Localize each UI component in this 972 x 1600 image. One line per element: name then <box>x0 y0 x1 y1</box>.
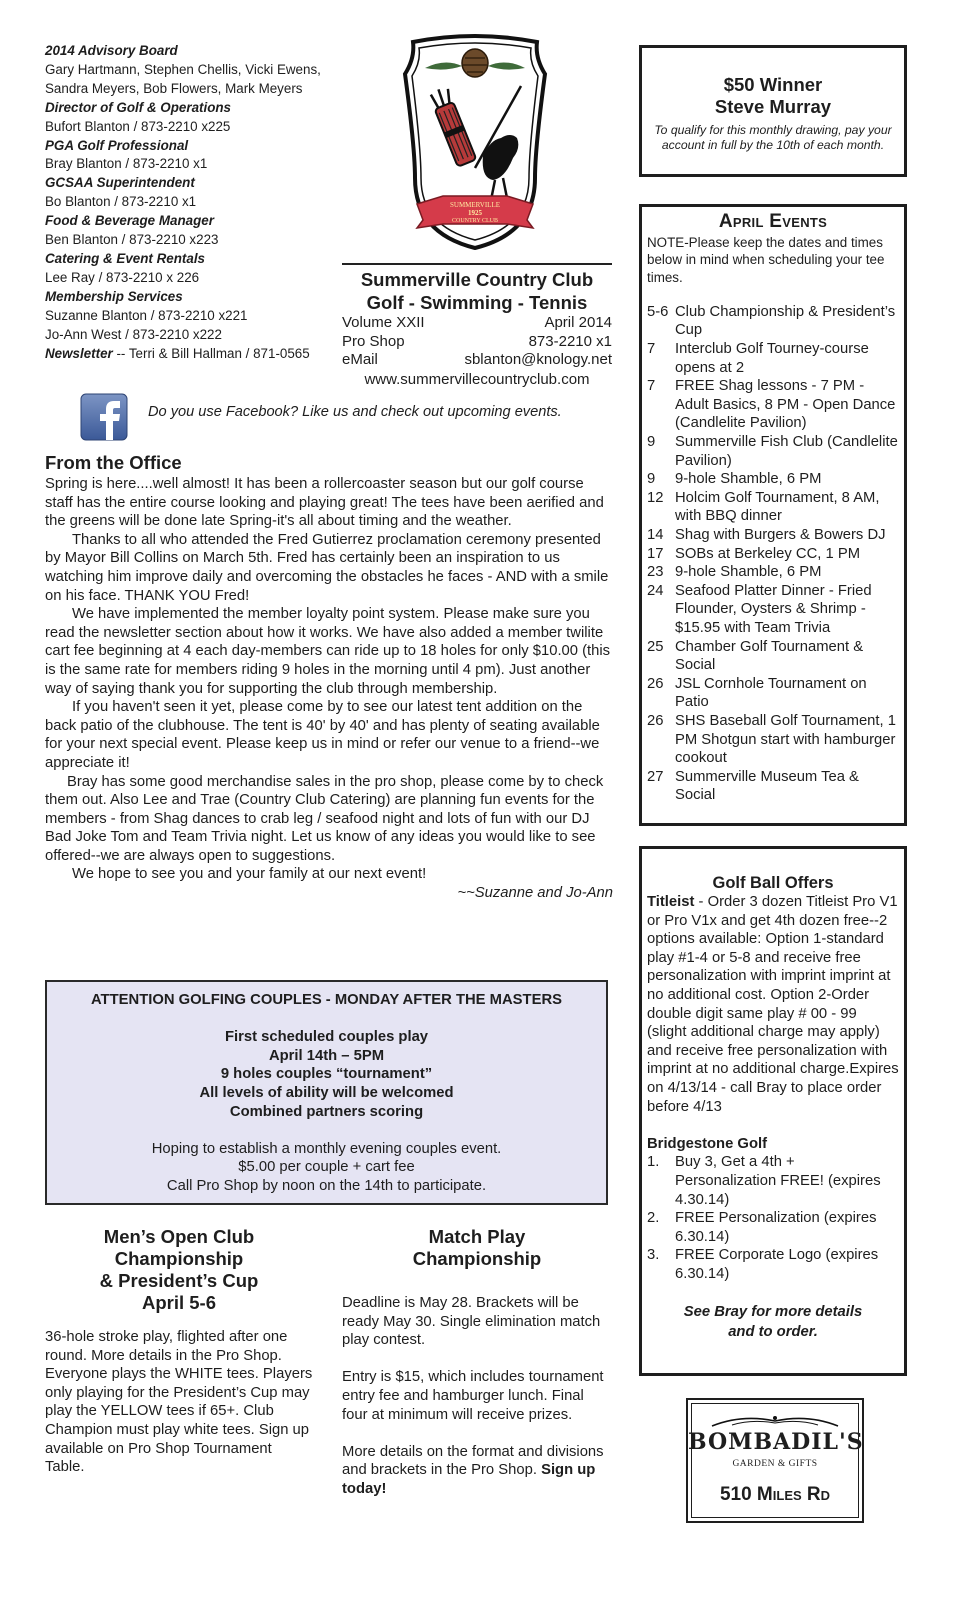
couples-line: Combined partners scoring <box>229 1103 424 1120</box>
event-text: Interclub Golf Tourney-course opens at 2 <box>675 341 869 376</box>
newsletter-contact: -- Terri & Bill Hallman / 871-0565 <box>112 345 310 361</box>
event-text: Chamber Golf Tournament & Social <box>675 638 864 674</box>
couples-line: All levels of ability will be welcomed <box>199 1084 454 1101</box>
event-item <box>647 712 899 768</box>
mens-open-section <box>45 1226 313 1477</box>
winner-name: Steve Murray <box>714 96 832 117</box>
logo-banner-top: SUMMERVILLE <box>450 201 500 209</box>
event-item <box>647 526 899 545</box>
email-row <box>342 351 612 370</box>
mens-open-title: & President’s Cup <box>99 1270 259 1291</box>
match-play-title: Match Play <box>428 1226 526 1247</box>
director-contact: Bufort Blanton / 873-2210 x225 <box>45 118 231 134</box>
offers-see-line: and to order. <box>728 1324 818 1341</box>
bridgestone-item-text: FREE Personalization (expires 6.30.14) <box>675 1210 877 1245</box>
mens-open-date: April 5-6 <box>141 1292 217 1313</box>
event-date: 26 <box>647 712 664 729</box>
event-text: SOBs at Berkeley CC, 1 PM <box>675 545 861 562</box>
logo-year: 1925 <box>468 209 482 217</box>
event-text: FREE Shag lessons - 7 PM - Adult Basics, 8 PM - Open Dance (Candlelite Pavilion) <box>675 378 896 432</box>
advisory-board-names: Gary Hartmann, Stephen Chellis, Vicki Ewens, <box>45 61 321 77</box>
event-text: 9-hole Shamble, 6 PM <box>675 471 822 488</box>
event-date: 9 <box>647 434 656 451</box>
match-play-details: More details on the format and divisions and brackets in the Pro Shop. <box>342 1443 604 1479</box>
event-item <box>647 340 899 377</box>
mens-open-title: Men’s Open Club <box>103 1226 255 1247</box>
ad-store-name: BOMBADIL'S <box>688 1429 864 1455</box>
event-date: 17 <box>647 545 664 562</box>
advisory-board-names: Sandra Meyers, Bob Flowers, Mark Meyers <box>45 80 303 96</box>
bombadils-ad[interactable] <box>686 1398 864 1523</box>
superintendent-title: GCSAA Superintendent <box>45 175 195 191</box>
issue-date: April 2014 <box>544 314 612 331</box>
couples-title: ATTENTION GOLFING COUPLES - MONDAY AFTER THE MASTERS <box>90 992 563 1008</box>
catering-contact: Lee Ray / 873-2210 x 226 <box>45 269 200 285</box>
april-events-box <box>639 204 907 826</box>
event-date: 12 <box>647 489 664 506</box>
couples-line: Call Pro Shop by noon on the 14th to participate. <box>166 1177 487 1194</box>
event-date: 26 <box>647 675 664 692</box>
office-paragraph: We have implemented the member loyalty point system. Please make sure you read the newsletter section about how it works. We have also added a member twilite cart fee beginning at 4 each day-members can ride up to 18 holes for only $10.00 (this is the same rate for members riding 9 holes in the morning until 4 pm). Just another way of saying thank you for supporting the club through membership. <box>45 606 611 697</box>
facebook-prompt: Do you use Facebook? Like us and check out upcoming events. <box>148 404 562 420</box>
event-text: Summerville Fish Club (Candlelite Pavilion) <box>675 434 898 469</box>
event-item <box>647 582 899 638</box>
couples-line: 9 holes couples “tournament” <box>220 1066 433 1083</box>
director-title: Director of Golf & Operations <box>45 99 231 115</box>
event-text: Shag with Burgers & Bowers DJ <box>675 527 886 544</box>
event-item <box>647 377 899 433</box>
offers-see-line: See Bray for more details <box>683 1304 863 1321</box>
match-play-paragraph: Deadline is May 28. Brackets will be ready May 30. Single elimination match play contest. <box>342 1295 601 1349</box>
email-address[interactable]: sblanton@knology.net <box>464 351 612 368</box>
staff-directory <box>45 42 345 363</box>
event-item <box>647 563 899 582</box>
event-item <box>647 433 899 470</box>
event-date: 14 <box>647 527 664 544</box>
newsletter-line <box>45 345 345 364</box>
proshop-label: Pro Shop <box>342 332 405 350</box>
winner-title: $50 Winner <box>723 74 823 95</box>
ad-ornament-icon <box>702 1412 848 1430</box>
bridgestone-item-number: 2. <box>647 1210 660 1227</box>
match-play-paragraph <box>342 1443 612 1499</box>
offers-heading: Golf Ball Offers <box>712 874 834 892</box>
membership-contact: Suzanne Blanton / 873-2210 x221 <box>45 307 248 323</box>
logo-banner-bottom: COUNTRY CLUB <box>452 218 498 224</box>
website-link[interactable]: www.summervillecountryclub.com <box>364 370 590 388</box>
proshop-row <box>342 333 612 352</box>
event-text: SHS Baseball Golf Tournament, 1 PM Shotgun start with hamburger cookout <box>675 712 896 767</box>
match-play-signup: Sign up today! <box>342 1462 596 1497</box>
event-date: 7 <box>647 341 656 358</box>
masthead <box>342 268 612 389</box>
ad-store-tagline: GARDEN & GIFTS <box>732 1459 818 1469</box>
events-heading: April Events <box>718 211 828 232</box>
office-article <box>45 475 613 903</box>
mens-open-body: 36-hole stroke play, flighted after one round. More details in the Pro Shop. Everyone plays the WHITE tees. Players only playing for the President’s Cup may play the YELLOW tees if 65+. Club Champion must play white tees. Sign up available on Pro Shop Tournament Table. <box>45 1329 313 1476</box>
event-text: Summerville Museum Tea & Social <box>675 768 859 804</box>
event-date: 23 <box>647 564 664 581</box>
office-paragraph: Spring is here....well almost! It has been a rollercoaster season but our golf course staff has the entire course looking and playing great! The tees have been aerified and the greens will be done late Spring-it's all about timing and the weather. <box>45 476 604 530</box>
bridgestone-label: Bridgestone Golf <box>647 1135 768 1152</box>
couples-line: Hoping to establish a monthly evening couples event. <box>151 1140 502 1157</box>
advisory-board-title: 2014 Advisory Board <box>45 43 178 58</box>
couples-announcement <box>45 980 608 1205</box>
winner-note: To qualify for this monthly drawing, pay your account in full by the 10th of each month. <box>654 123 892 152</box>
event-text: Seafood Platter Dinner - Fried Flounder, Oysters & Shrimp - $15.95 with Team Trivia <box>675 582 872 636</box>
events-list <box>647 303 899 805</box>
office-paragraph: If you haven't seen it yet, please come by to see our latest tent addition on the back patio of the clubhouse. The tent is 40' by 40' and has plenty of seating available for your next special event. Please keep us in mind or refer our venue to a friend--we appreciate it! <box>45 699 600 771</box>
food-beverage-contact: Ben Blanton / 873-2210 x223 <box>45 232 219 248</box>
office-paragraph: Thanks to all who attended the Fred Gutierrez proclamation ceremony presented by Mayor Bill Collins on March 5th. Fred has certainly been an inspiration to us watching him improve daily and overcoming the obstacles he faces - AND with a smile on his face. THANK YOU Fred! <box>45 531 609 604</box>
event-date: 7 <box>647 378 656 395</box>
bridgestone-item-number: 1. <box>647 1154 660 1171</box>
match-play-title: Championship <box>412 1248 542 1269</box>
facebook-icon[interactable] <box>80 393 128 441</box>
event-date: 5-6 <box>647 303 669 320</box>
winner-box <box>639 45 907 177</box>
catering-title: Catering & Event Rentals <box>45 250 205 266</box>
event-item <box>647 545 899 564</box>
event-text: Holcim Golf Tournament, 8 AM, with BBQ dinner <box>675 489 880 525</box>
titleist-offer <box>647 893 899 1116</box>
event-text: Club Championship & President’s Cup <box>675 303 896 339</box>
office-signature: ~~Suzanne and Jo-Ann <box>457 885 613 902</box>
titleist-text: - Order 3 dozen Titleist Pro V1 or Pro V1x and get 4th dozen free--2 options available: Option 1-standard play #1-4 or 5-8 and receive free personalization with imprint imprint at no additional cost. Option 2-Order double digit same play # 00 - 99 (slight additional charge may apply) and receive free personalization with imprint at no additional charge.Expires on 4/13/14 - call Bray to place order before 4/13 <box>647 894 899 1115</box>
events-note: NOTE-Please keep the dates and times below in mind when scheduling your tee times. <box>647 235 885 285</box>
match-play-paragraph: Entry is $15, which includes tournament entry fee and hamburger lunch. Final four at minimum will receive prizes. <box>342 1369 604 1423</box>
event-date: 24 <box>647 582 664 599</box>
ad-address: 510 Miles Rd <box>719 1484 831 1505</box>
event-date: 9 <box>647 471 656 488</box>
proshop-phone: 873-2210 x1 <box>528 332 612 350</box>
office-paragraph: Bray has some good merchandise sales in the pro shop, please come by to check them out. Also Lee and Trae (Country Club Catering) are planning fun events for the members - from Shag dances to crab leg / seafood night and lots of fun with our DJ Bad Joke Tom and Team Trivia night. Let us know of any ideas you would like to see offered--we are always open to suggestions. <box>45 773 604 864</box>
bridgestone-item-number: 3. <box>647 1247 660 1264</box>
event-item <box>647 489 899 526</box>
event-item <box>647 470 899 489</box>
volume-row <box>342 314 612 333</box>
volume: Volume XXII <box>342 314 425 331</box>
superintendent-contact: Bo Blanton / 873-2210 x1 <box>45 194 197 210</box>
pga-pro-title: PGA Golf Professional <box>45 137 189 153</box>
club-activities: Golf - Swimming - Tennis <box>366 292 588 313</box>
event-item <box>647 768 899 805</box>
newsletter-title: Newsletter <box>45 345 113 361</box>
event-item <box>647 303 899 340</box>
event-text: 9-hole Shamble, 6 PM <box>675 564 822 581</box>
event-text: JSL Cornhole Tournament on Patio <box>675 675 867 711</box>
golf-ball-offers-box <box>639 846 907 1376</box>
office-heading: From the Office <box>45 452 182 473</box>
pga-pro-contact: Bray Blanton / 873-2210 x1 <box>45 156 208 172</box>
couples-line: $5.00 per couple + cart fee <box>238 1159 415 1176</box>
event-item <box>647 638 899 675</box>
event-date: 25 <box>647 638 664 655</box>
club-crest-logo <box>395 28 555 258</box>
bridgestone-list <box>647 1153 899 1283</box>
club-name: Summerville Country Club <box>360 269 594 290</box>
bridgestone-item <box>647 1209 899 1246</box>
offers-see-bray <box>647 1302 899 1342</box>
titleist-label: Titleist <box>647 894 695 910</box>
masthead-divider <box>342 263 612 265</box>
membership-contact: Jo-Ann West / 873-2210 x222 <box>45 326 222 342</box>
email-label: eMail <box>342 351 378 368</box>
couples-line: April 14th – 5PM <box>268 1047 385 1064</box>
membership-title: Membership Services <box>45 288 183 304</box>
bridgestone-item-text: Buy 3, Get a 4th + Personalization FREE! (expires 4.30.14) <box>675 1154 881 1208</box>
event-item <box>647 675 899 712</box>
bridgestone-item <box>647 1153 899 1209</box>
bridgestone-item <box>647 1246 899 1283</box>
office-paragraph: We hope to see you and your family at our next event! <box>72 866 427 883</box>
match-play-section <box>342 1226 612 1517</box>
mens-open-title: Championship <box>114 1248 244 1269</box>
event-date: 27 <box>647 768 664 785</box>
couples-line: First scheduled couples play <box>224 1029 429 1046</box>
bridgestone-item-text: FREE Corporate Logo (expires 6.30.14) <box>675 1247 879 1282</box>
food-beverage-title: Food & Beverage Manager <box>45 213 214 229</box>
match-play-body <box>342 1294 612 1499</box>
